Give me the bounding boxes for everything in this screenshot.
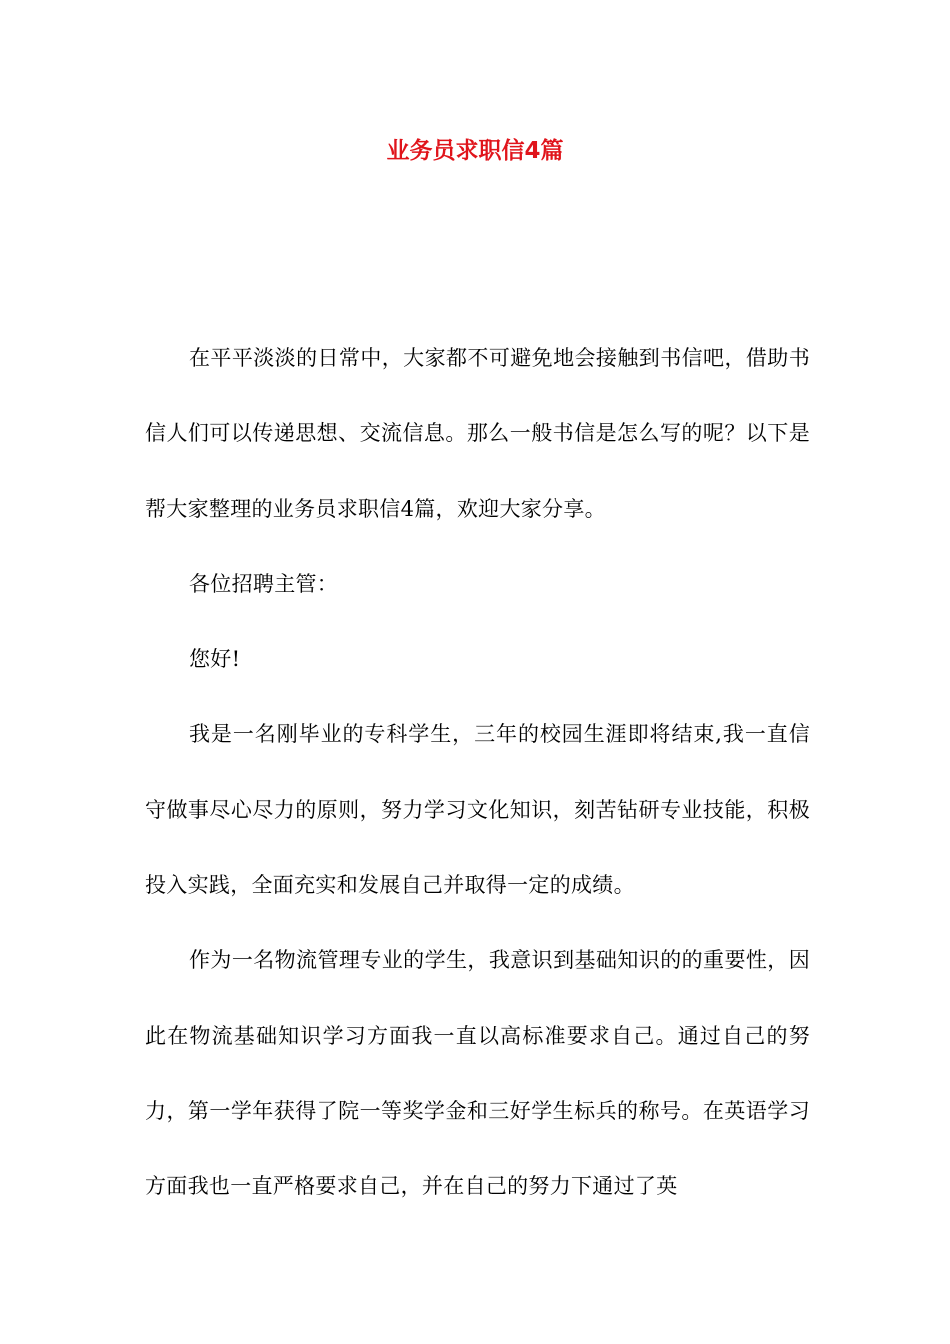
salutation: 各位招聘主管： [189, 571, 339, 596]
intro-paragraph: 在平平淡淡的日常中，大家都不可避免地会接触到书信吧，借助书信人们可以传递思想、交流信息。那么一般书信是怎么写的呢？以下是帮大家整理的业务员求职信4篇，欢迎大家分享。 [145, 346, 810, 521]
document-body [145, 321, 810, 1225]
body-paragraph: 我是一名刚毕业的专科学生，三年的校园生涯即将结束,我一直信守做事尽心尽力的原则，努力学习文化知识，刻苦钻研专业技能，积极投入实践，全面充实和发展自己并取得一定的成绩。 [145, 722, 810, 898]
greeting: 您好! [189, 647, 241, 672]
body-paragraph: 作为一名物流管理专业的学生，我意识到基础知识的的重要性，因此在物流基础知识学习方面我一直以高标准要求自己。通过自己的努力，第一学年获得了院一等奖学金和三好学生标兵的称号。在英语学习方面我也一直严格要求自己，并在自己的努力下通过了英 [145, 948, 810, 1199]
page-title: 业务员求职信4篇 [386, 138, 564, 164]
